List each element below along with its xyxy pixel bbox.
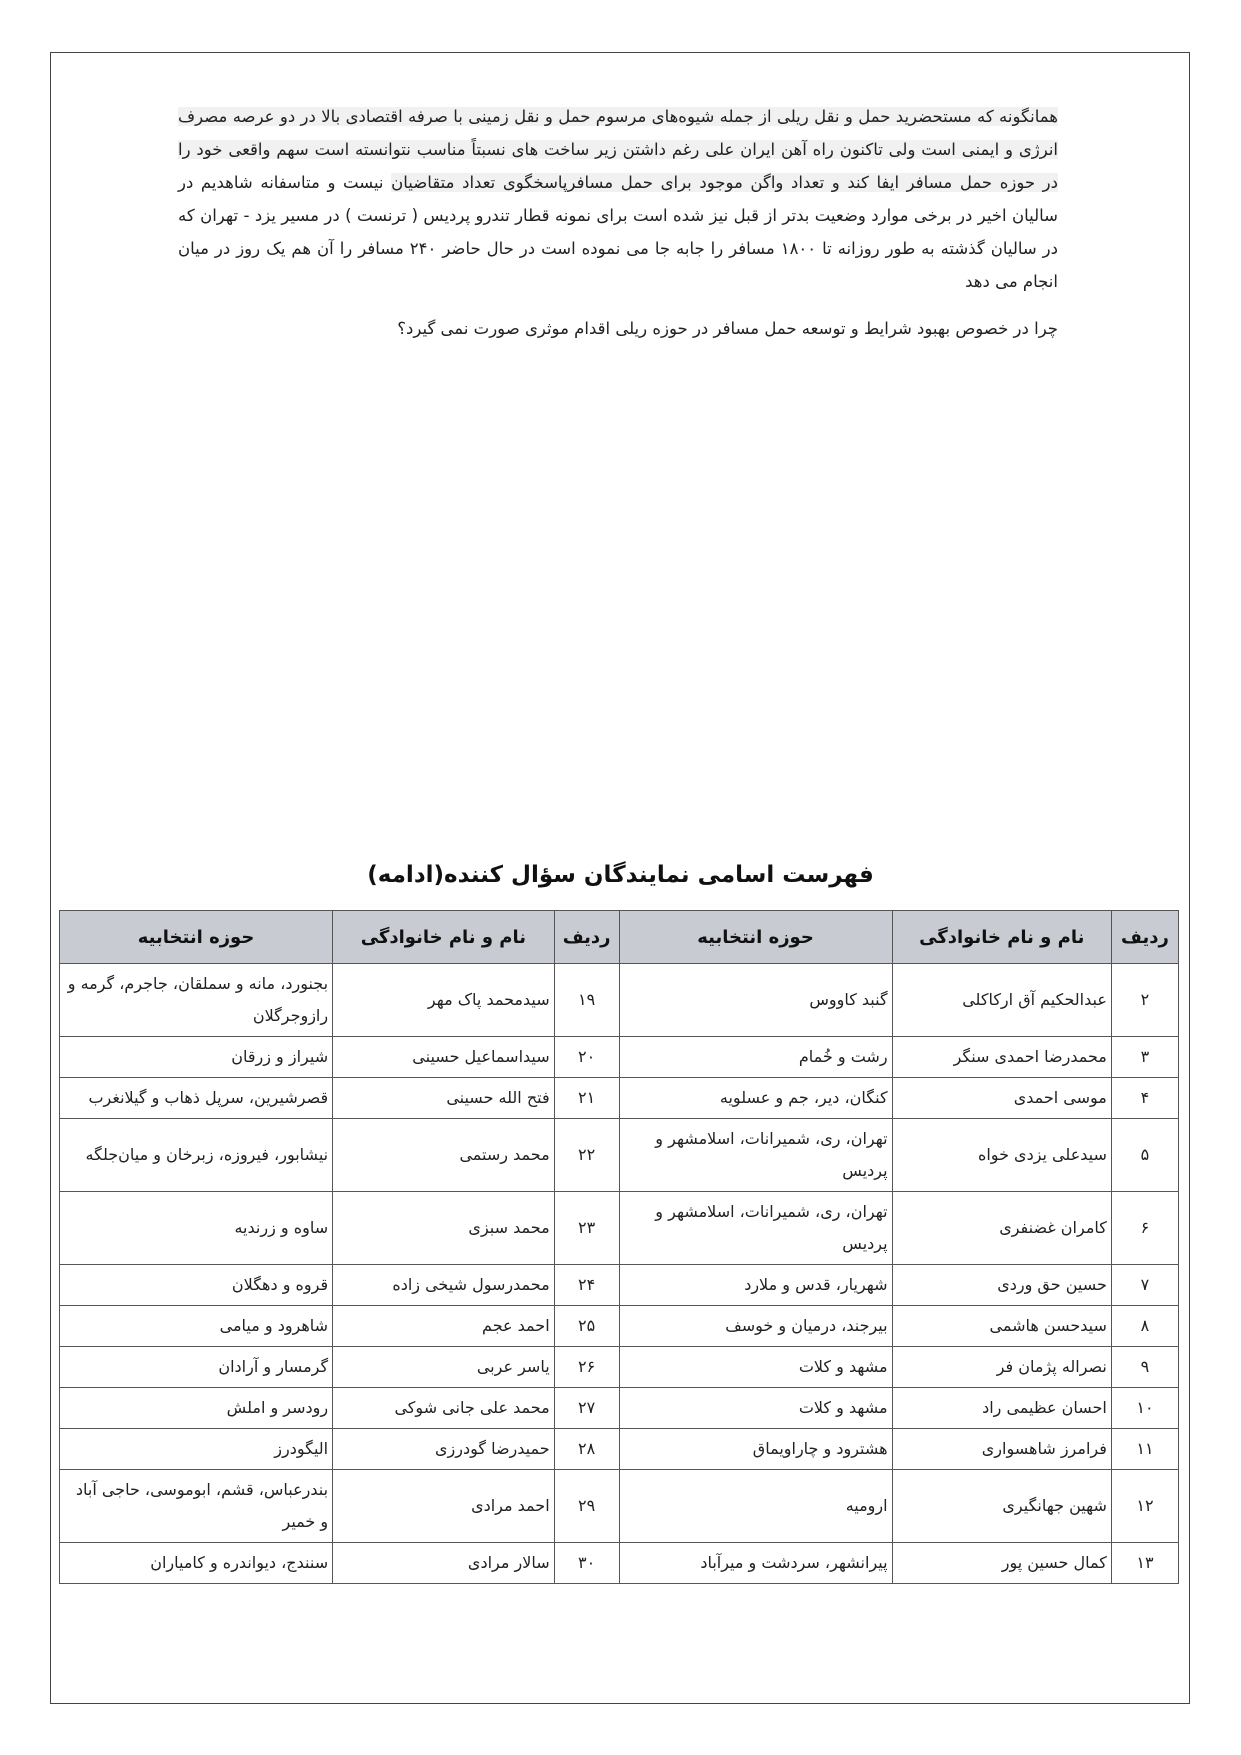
name-cell: احمد مرادی [333,1470,555,1543]
row-number-cell: ۳ [1111,1037,1178,1078]
row-number-cell: ۲۰ [554,1037,619,1078]
table-row [60,1306,1179,1347]
district-cell: هشترود و چاراویماق [619,1429,892,1470]
row-number-cell: ۲۴ [554,1265,619,1306]
intro-paragraph-part2: نیست و متاسفانه شاهدیم در سالیان اخیر در برخی موارد وضعیت بدتر از قبل نیز شده است برای نمونه قطار تندرو پردیس ( ترنست ) در مسیر یزد - تهران که در سالیان گذشته به طور روزانه تا ۱۸۰۰ مسافر را جابه جا می نموده است در حال حاضر ۲۴۰ مسافر را آن هم یک روز در میان انجام می دهد [178,173,1058,291]
row-number-cell: ۱۹ [554,964,619,1037]
intro-paragraph-part1: همانگونه که مستحضرید حمل و نقل ریلی از جمله شیوه‌های مرسوم حمل و نقل زمینی با صرفه اقتصادی بالا در دو عرصه مصرف انرژی و ایمنی است ولی تاکنون راه آهن ایران علی رغم داشتن زیر ساخت های نسبتاً مناسب نتوانسته است سهم واقعی خود را در حوزه حمل مسافر ایفا کند و تعداد واگن موجود برای حمل مسافرپاسخگوی تعداد متقاضیان [178,107,1058,192]
table-row [60,1265,1179,1306]
row-number-cell: ۲۷ [554,1388,619,1429]
name-cell: احسان عظیمی راد [892,1388,1111,1429]
table-body [60,964,1179,1584]
name-cell: عبدالحکیم آق ارکاکلی [892,964,1111,1037]
name-cell: محمد علی جانی شوکی [333,1388,555,1429]
district-cell: ارومیه [619,1470,892,1543]
district-cell: بجنورد، مانه و سملقان، جاجرم، گرمه و رازوجرگلان [60,964,333,1037]
row-number-cell: ۱۱ [1111,1429,1178,1470]
district-cell: گرمسار و آرادان [60,1347,333,1388]
district-cell: قصرشیرین، سرپل ذهاب و گیلانغرب [60,1078,333,1119]
table-row [60,1078,1179,1119]
name-cell: احمد عجم [333,1306,555,1347]
row-number-cell: ۱۲ [1111,1470,1178,1543]
name-cell: محمدرضا احمدی سنگر [892,1037,1111,1078]
row-number-cell: ۲ [1111,964,1178,1037]
district-cell: بیرجند، درمیان و خوسف [619,1306,892,1347]
row-number-cell: ۹ [1111,1347,1178,1388]
table-title: فهرست اسامی نمایندگان سؤال کننده(ادامه) [367,862,874,888]
row-number-cell: ۲۳ [554,1192,619,1265]
name-cell: فرامرز شاهسواری [892,1429,1111,1470]
name-cell: سیدحسن هاشمی [892,1306,1111,1347]
name-cell: یاسر عربی [333,1347,555,1388]
row-number-cell: ۱۳ [1111,1543,1178,1584]
row-number-cell: ۲۵ [554,1306,619,1347]
name-cell: فتح الله حسینی [333,1078,555,1119]
district-cell: قروه و دهگلان [60,1265,333,1306]
row-number-cell: ۱۰ [1111,1388,1178,1429]
row-number-cell: ۸ [1111,1306,1178,1347]
district-cell: رشت و خُمام [619,1037,892,1078]
table-row [60,1347,1179,1388]
district-cell: کنگان، دیر، جم و عسلویه [619,1078,892,1119]
district-cell: پیرانشهر، سردشت و میرآباد [619,1543,892,1584]
row-number-cell: ۵ [1111,1119,1178,1192]
table-row [60,1192,1179,1265]
district-cell: ساوه و زرندیه [60,1192,333,1265]
name-cell: سیدمحمد پاک مهر [333,964,555,1037]
district-cell: شاهرود و میامی [60,1306,333,1347]
row-number-cell: ۲۹ [554,1470,619,1543]
row-number-cell: ۲۸ [554,1429,619,1470]
district-cell: مشهد و کلات [619,1388,892,1429]
name-cell: حمیدرضا گودرزی [333,1429,555,1470]
name-cell: نصراله پژمان فر [892,1347,1111,1388]
header-row-number-1: ردیف [1111,911,1178,964]
table-row [60,1470,1179,1543]
name-cell: محمدرسول شیخی زاده [333,1265,555,1306]
district-cell: رودسر و املش [60,1388,333,1429]
table-header-row [60,911,1179,964]
header-district-2: حوزه انتخابیه [60,911,333,964]
district-cell: شهریار، قدس و ملارد [619,1265,892,1306]
header-district-1: حوزه انتخابیه [619,911,892,964]
table-row [60,964,1179,1037]
table-row [60,1429,1179,1470]
row-number-cell: ۲۱ [554,1078,619,1119]
row-number-cell: ۳۰ [554,1543,619,1584]
district-cell: الیگودرز [60,1429,333,1470]
district-cell: تهران، ری، شمیرانات، اسلامشهر و پردیس [619,1192,892,1265]
name-cell: حسین حق وردی [892,1265,1111,1306]
intro-text [178,100,1058,345]
district-cell: سنندج، دیواندره و کامیاران [60,1543,333,1584]
name-cell: کمال حسین پور [892,1543,1111,1584]
header-name-2: نام و نام خانوادگی [333,911,555,964]
row-number-cell: ۲۶ [554,1347,619,1388]
question-text: چرا در خصوص بهبود شرایط و توسعه حمل مسافر در حوزه ریلی اقدام موثری صورت نمی گیرد؟ [397,319,1058,338]
district-cell: نیشابور، فیروزه، زبرخان و میان‌جلگه [60,1119,333,1192]
district-cell: مشهد و کلات [619,1347,892,1388]
table-row [60,1543,1179,1584]
district-cell: تهران، ری، شمیرانات، اسلامشهر و پردیس [619,1119,892,1192]
table-row [60,1388,1179,1429]
name-cell: سالار مرادی [333,1543,555,1584]
row-number-cell: ۲۲ [554,1119,619,1192]
table-row [60,1119,1179,1192]
name-cell: سیداسماعیل حسینی [333,1037,555,1078]
row-number-cell: ۷ [1111,1265,1178,1306]
name-cell: شهین جهانگیری [892,1470,1111,1543]
district-cell: گنبد کاووس [619,964,892,1037]
table-row [60,1037,1179,1078]
header-name-1: نام و نام خانوادگی [892,911,1111,964]
row-number-cell: ۶ [1111,1192,1178,1265]
name-cell: سیدعلی یزدی خواه [892,1119,1111,1192]
name-cell: کامران غضنفری [892,1192,1111,1265]
header-row-number-2: ردیف [554,911,619,964]
name-cell: موسی احمدی [892,1078,1111,1119]
intro-paragraph [178,100,1058,298]
name-cell: محمد رستمی [333,1119,555,1192]
row-number-cell: ۴ [1111,1078,1178,1119]
district-cell: شیراز و زرقان [60,1037,333,1078]
representatives-table [59,910,1179,1584]
name-cell: محمد سبزی [333,1192,555,1265]
district-cell: بندرعباس، قشم، ابوموسی، حاجی آباد و خمیر [60,1470,333,1543]
